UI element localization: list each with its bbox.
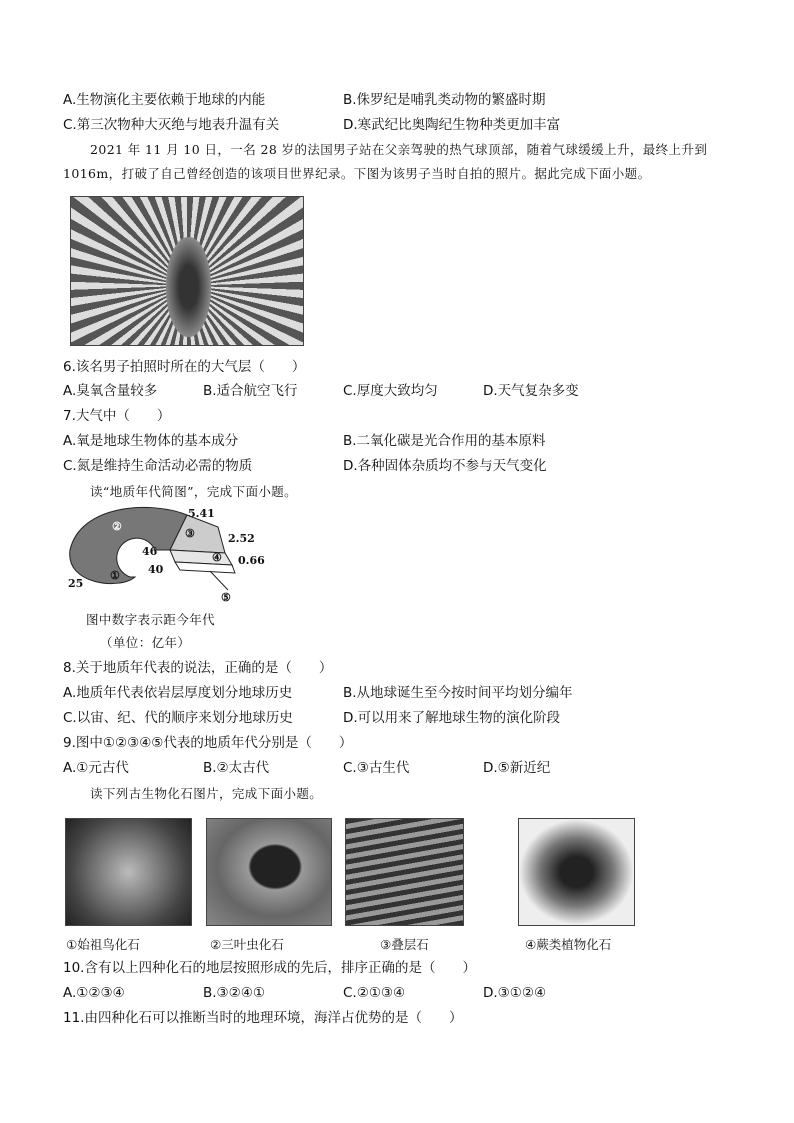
mark-5: ⑤ (221, 591, 231, 604)
mark-4: ④ (212, 551, 222, 564)
fern-fossil-image (518, 818, 635, 926)
q6-option-a: A.臭氧含量较多 (63, 383, 158, 399)
q10-stem: 10.含有以上四种化石的地层按照形成的先后，排序正确的是（ ） (63, 960, 476, 976)
passage1-line2: 1016m，打破了自己曾经创造的该项目世界纪录。下图为该男子当时自拍的照片。据此完成下面小题。 (63, 166, 651, 181)
passage3: 读下列古生物化石图片，完成下面小题。 (90, 786, 323, 801)
fossil-caption-2: ②三叶虫化石 (210, 937, 284, 952)
mark-2: ② (112, 520, 122, 533)
diagram-caption: 图中数字表示距今年代 (86, 612, 216, 627)
q8-option-a: A.地质年代表依岩层厚度划分地球历史 (63, 685, 293, 701)
q5-option-d: D.寒武纪比奥陶纪生物种类更加丰富 (343, 117, 561, 133)
q6-option-b: B.适合航空飞行 (203, 383, 298, 399)
q7-stem: 7.大气中（ ） (63, 408, 171, 424)
q8-stem: 8.关于地质年代表的说法，正确的是（ ） (63, 660, 333, 676)
passage1-line1: 2021 年 11 月 10 日，一名 28 岁的法国男子站在父亲驾驶的热气球顶部，随着气球缓缓上升，最终上升到 (90, 142, 708, 157)
label-46: 46 (142, 545, 158, 558)
q7-option-c: C.氮是维持生命活动必需的物质 (63, 458, 253, 474)
q10-option-c: C.②①③④ (343, 985, 406, 1001)
label-2-52: 2.52 (228, 532, 255, 545)
trilobite-fossil-image (206, 818, 332, 926)
q9-option-b: B.②太古代 (203, 760, 270, 776)
balloon-selfie-photo (70, 196, 304, 346)
mark-3: ③ (185, 527, 195, 540)
label-0-66: 0.66 (238, 554, 265, 567)
stromatolite-image (345, 818, 464, 926)
q5-option-c: C.第三次物种大灭绝与地表升温有关 (63, 117, 280, 133)
q7-option-a: A.氧是地球生物体的基本成分 (63, 433, 239, 449)
q11-stem: 11.由四种化石可以推断当时的地理环境，海洋占优势的是（ ） (63, 1010, 463, 1026)
q9-option-a: A.①元古代 (63, 760, 129, 776)
fossil-caption-1: ①始祖鸟化石 (66, 937, 140, 952)
q8-option-b: B.从地球诞生至今按时间平均划分编年 (343, 685, 573, 701)
q9-option-d: D.⑤新近纪 (483, 760, 551, 776)
q6-option-c: C.厚度大致均匀 (343, 383, 438, 399)
q9-stem: 9.图中①②③④⑤代表的地质年代分别是（ ） (63, 735, 353, 751)
q7-option-d: D.各种固体杂质均不参与天气变化 (343, 458, 547, 474)
fossil-caption-4: ④蕨类植物化石 (525, 937, 612, 952)
label-5-41: 5.41 (188, 507, 215, 520)
q10-option-a: A.①②③④ (63, 985, 125, 1001)
q5-option-a: A.生物演化主要依赖于地球的内能 (63, 92, 266, 108)
mark-1: ① (110, 569, 120, 582)
q8-option-d: D.可以用来了解地球生物的演化阶段 (343, 710, 561, 726)
passage2: 读“地质年代简图”，完成下面小题。 (90, 484, 298, 499)
diagram-unit: （单位：亿年） (100, 635, 191, 650)
label-40: 40 (148, 563, 164, 576)
fossil-caption-3: ③叠层石 (380, 937, 429, 952)
q10-option-d: D.③①②④ (483, 985, 547, 1001)
q8-option-c: C.以宙、纪、代的顺序来划分地球历史 (63, 710, 293, 726)
q9-option-c: C.③古生代 (343, 760, 410, 776)
q6-option-d: D.天气复杂多变 (483, 383, 579, 399)
q7-option-b: B.二氧化碳是光合作用的基本原料 (343, 433, 546, 449)
geologic-time-spiral-diagram (60, 505, 280, 605)
q5-option-b: B.侏罗纪是哺乳类动物的繁盛时期 (343, 92, 546, 108)
label-25: 25 (68, 577, 84, 590)
q10-option-b: B.③②④① (203, 985, 265, 1001)
q6-stem: 6.该名男子拍照时所在的大气层（ ） (63, 359, 306, 375)
archaeopteryx-fossil-image (65, 818, 192, 926)
